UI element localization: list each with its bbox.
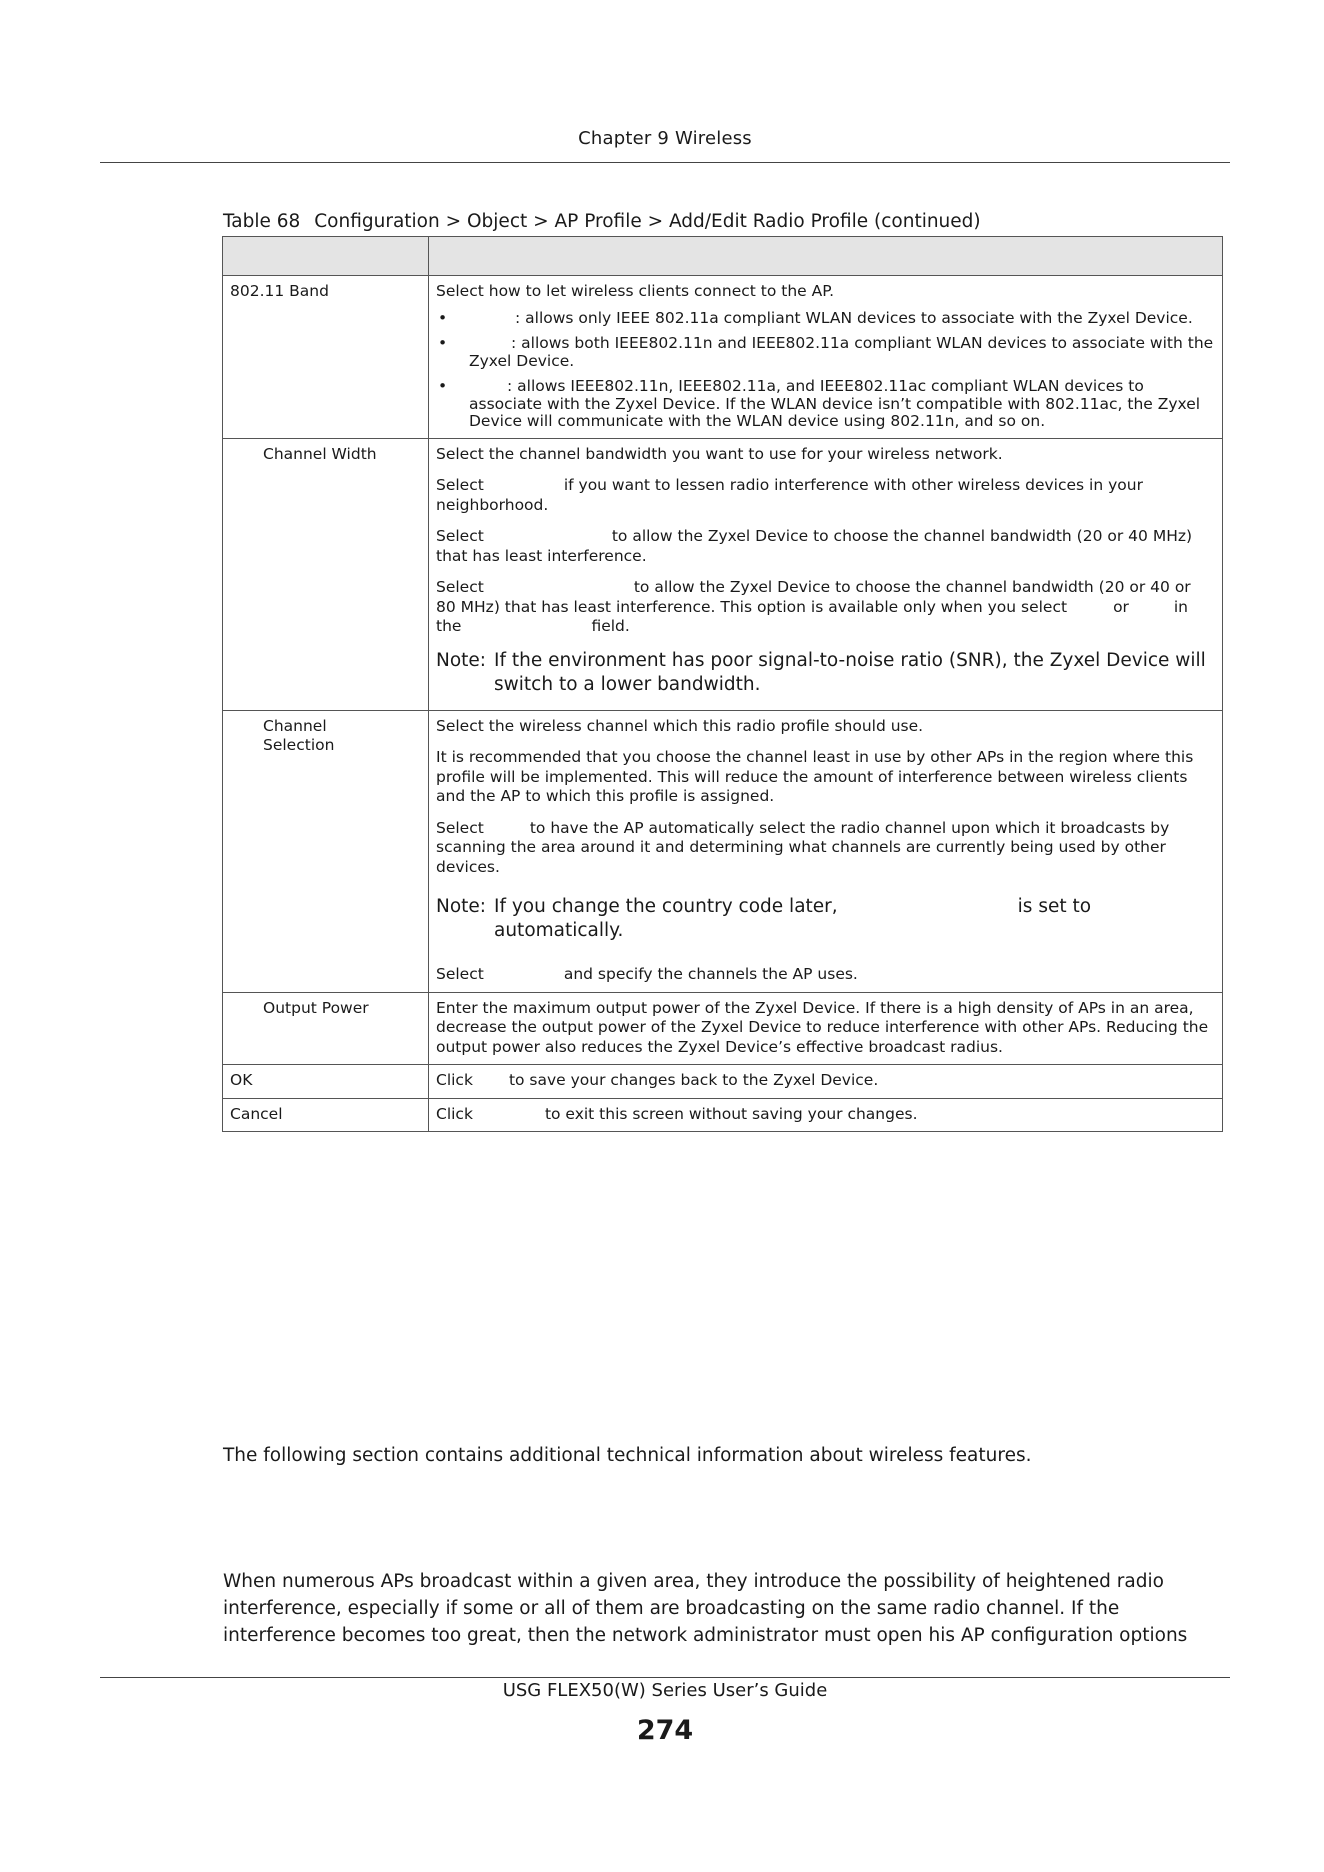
row-label-output-power: Output Power (263, 998, 369, 1017)
section-intro: The following section contains additional technical information about wireless features. (223, 1445, 1032, 1466)
radio-profile-table (222, 236, 1223, 1132)
list-item: • : allows IEEE802.11n, IEEE802.11a, and IEEE802.11ac compliant WLAN devices to associate with the Zyxel Device. If the WLAN device isn’t compatible with 802.11ac, the Zyxel Device will communicate with the WLAN device using 802.11n, and so on. (436, 378, 1214, 431)
row-label-channel-selection: Channel Selection (263, 716, 335, 754)
channel-selection-note: Note: If you change the country code later, is set toautomatically. (436, 896, 1092, 941)
table-header-label-cell (223, 237, 429, 276)
table-caption-text: Configuration > Object > AP Profile > Add/Edit Radio Profile (continued) (314, 211, 981, 232)
row-label-ok: OK (230, 1071, 253, 1089)
band-options-list (436, 310, 1214, 431)
row-label-band: 802.11 Band (230, 282, 329, 300)
table-row (223, 276, 1223, 439)
footer-divider (100, 1677, 1230, 1678)
table-row (223, 992, 1223, 1065)
row-label-cancel: Cancel (230, 1104, 283, 1123)
list-item: • : allows only IEEE 802.11a compliant WLAN devices to associate with the Zyxel Device. (436, 310, 1214, 328)
page-number: 274 (636, 1715, 694, 1746)
row-desc-output-power: Enter the maximum output power of the Zyxel Device. If there is a high density of APs in an area, decrease the output power of the Zyxel Device to reduce interference with other APs. Reducing the output power also reduces the Zyxel Device’s effective broadcast radius. (436, 998, 1209, 1056)
header-divider (100, 162, 1230, 163)
row-desc-channel-selection: Select the wireless channel which this radio profile should use. It is recommended that you choose the channel least in use by other APs in the region where this profile will be implemented. This will reduce the amount of interference between wireless clients and the AP to which this profile is assigned. Select to have the AP automatically select the radio channel upon which it broadcasts by scanning the area around it and determining what channels are currently being used by other devices. Note: If you change the country code later, is set toautomatically. Select and specify the channels the AP uses. (429, 711, 1222, 992)
table-caption (223, 211, 981, 232)
row-label-channel-width: Channel Width (263, 444, 377, 463)
channel-width-note: Note: If the environment has poor signal-to-noise ratio (SNR), the Zyxel Device will switch to a lower bandwidth. (436, 649, 1206, 695)
body-paragraph: When numerous APs broadcast within a given area, they introduce the possibility of heightened radio interference, especially if some or all of them are broadcasting on the same radio channel. If the interference becomes too great, then the network administrator must open his AP configuration options (223, 1571, 1188, 1646)
row-desc-band (429, 276, 1222, 438)
guide-title: USG FLEX50(W) Series User’s Guide (502, 1680, 828, 1701)
table-row (223, 1065, 1223, 1099)
band-intro: Select how to let wireless clients connect to the AP. (436, 282, 835, 300)
table-caption-number: Table 68 (223, 211, 301, 232)
chapter-header: Chapter 9 Wireless (578, 128, 752, 149)
table-header-description-cell (429, 237, 1223, 276)
table-row (223, 710, 1223, 992)
table-header-row (223, 237, 1223, 276)
table-row (223, 1098, 1223, 1132)
list-item: • : allows both IEEE802.11n and IEEE802.11a compliant WLAN devices to associate with the Zyxel Device. (436, 335, 1214, 370)
row-desc-ok: Click to save your changes back to the Zyxel Device. (436, 1071, 879, 1089)
table-row (223, 438, 1223, 710)
row-desc-channel-width: Select the channel bandwidth you want to use for your wireless network. Select if you want to lessen radio interference with other wireless devices in your neighborhood. Select to allow the Zyxel Device to choose the channel bandwidth (20 or 40 MHz) that has least interference. Select to allow the Zyxel Device to choose the channel bandwidth (20 or 40 or 80 MHz) that has least interference. This option is available only when you select or in the field. Note: If the environment has poor signal-to-noise ratio (SNR), the Zyxel Device will switch to a lower bandwidth. (429, 439, 1222, 710)
row-desc-cancel: Click to exit this screen without saving your changes. (436, 1104, 918, 1123)
